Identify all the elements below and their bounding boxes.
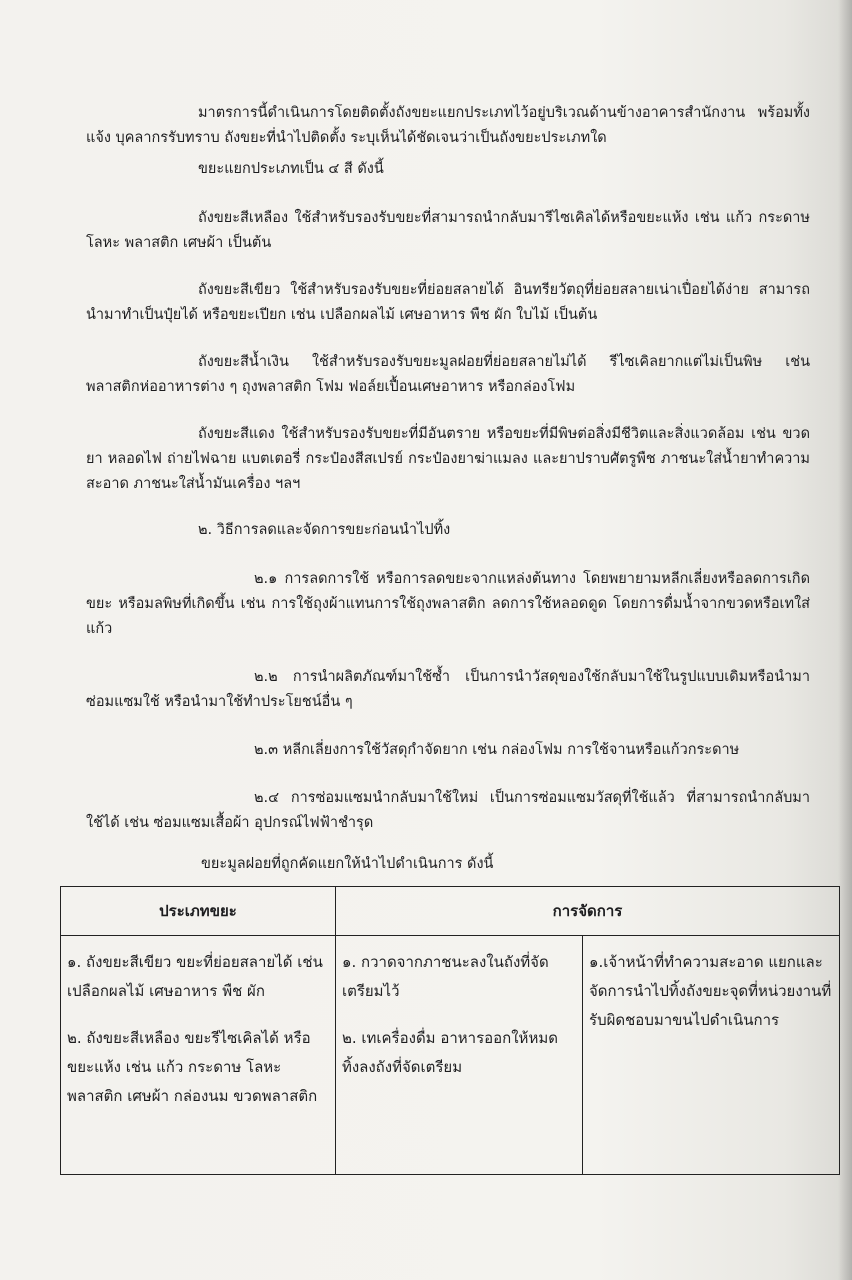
waste-type-yellow: ๒. ถังขยะสีเหลือง ขยะรีไซเคิลได้ หรือขยะแห้ง เช่น แก้ว กระดาษ โลหะ พลาสติก เศษผ้า กล่องนม ขวดพลาสติก xyxy=(67,1029,318,1105)
paragraph-2-4: ๒.๔ การซ่อมแซมนำกลับมาใช้ใหม่ เป็นการซ่อมแซมวัสดุที่ใช้แล้ว ที่สามารถนำกลับมาใช้ได้ เช่น ซ่อมแซมเสื้อผ้า อุปกรณ์ไฟฟ้าชำรุด xyxy=(86,790,810,831)
cell-management-steps xyxy=(335,936,582,1175)
paragraph-2-3: ๒.๓ หลีกเลี่ยงการใช้วัสดุกำจัดยาก เช่น กล่องโฟม การใช้จานหรือแก้วกระดาษ xyxy=(254,742,740,758)
waste-management-table xyxy=(60,886,840,1175)
manage-step-2: ๒. เทเครื่องดื่ม อาหารออกให้หมด ทิ้งลงถังที่จัดเตรียม xyxy=(341,1029,558,1076)
paragraph-four-colors: ขยะแยกประเภทเป็น ๔ สี ดังนี้ xyxy=(198,161,384,177)
header-management: การจัดการ xyxy=(335,887,839,936)
header-waste-type: ประเภทขยะ xyxy=(61,887,336,936)
paragraph-green-bin: ถังขยะสีเขียว ใช้สำหรับรองรับขยะที่ย่อยสลายได้ อินทรียวัตถุที่ย่อยสลายเน่าเปื่อยได้ง่าย สามารถนำมาทำเป็นปุ๋ยได้ หรือขยะเปียก เช่น เปลือกผลไม้ เศษอาหาร พืช ผัก ใบไม้ เป็นต้น xyxy=(86,282,810,323)
paragraph-2-2: ๒.๒ การนำผลิตภัณฑ์มาใช้ซ้ำ เป็นการนำวัสดุของใช้กลับมาใช้ในรูปแบบเดิมหรือนำมาซ่อมแซมใช้ หรือนำมาใช้ทำประโยชน์อื่น ๆ xyxy=(86,669,810,710)
page-edge-shadow xyxy=(838,0,852,1280)
table-row xyxy=(61,936,840,1175)
manage-step-1: ๑. กวาดจากภาชนะลงในถังที่จัดเตรียมไว้ xyxy=(341,953,549,1000)
cell-staff-action xyxy=(583,936,840,1175)
paragraph-2-1: ๒.๑ การลดการใช้ หรือการลดขยะจากแหล่งต้นทาง โดยพยายามหลีกเลี่ยงหรือลดการเกิดขยะ หรือมลพิษที่เกิดขึ้น เช่น การใช้ถุงผ้าแทนการใช้ถุงพลาสติก ลดการใช้หลอดดูด โดยการดื่มน้ำจากขวดหรือเทใส่แก้ว xyxy=(86,571,810,637)
paragraph-red-bin: ถังขยะสีแดง ใช้สำหรับรองรับขยะที่มีอันตราย หรือขยะที่มีพิษต่อสิ่งมีชีวิตและสิ่งแวดล้อม เช่น ขวดยา หลอดไฟ ถ่ายไฟฉาย แบตเตอรี่ กระป๋องสีสเปรย์ กระป๋องยาฆ่าแมลง และยาปราบศัตรูพืช ภาชนะใส่น้ำยาทำความสะอาด ภาชนะใส่น้ำมันเครื่อง ฯลฯ xyxy=(86,426,810,492)
table-caption: ขยะมูลฝอยที่ถูกคัดแยกให้นำไปดำเนินการ ดังนี้ xyxy=(201,856,494,872)
paragraph-intro: มาตรการนี้ดำเนินการโดยติดตั้งถังขยะแยกประเภทไว้อยู่บริเวณด้านข้างอาคารสำนักงาน พร้อมทั้งแจ้ง บุคลากรรับทราบ ถังขยะที่นำไปติดตั้ง ระบุเห็นได้ชัดเจนว่าเป็นถังขยะประเภทใด xyxy=(86,105,810,146)
paragraph-yellow-bin: ถังขยะสีเหลือง ใช้สำหรับรองรับขยะที่สามารถนำกลับมารีไซเคิลได้หรือขยะแห้ง เช่น แก้ว กระดาษ โลหะ พลาสติก เศษผ้า เป็นต้น xyxy=(86,210,810,251)
table-header-row xyxy=(61,887,840,936)
section-heading-2: ๒. วิธีการลดและจัดการขยะก่อนนำไปทิ้ง xyxy=(198,522,451,538)
waste-type-green: ๑. ถังขยะสีเขียว ขยะที่ย่อยสลายได้ เช่น เปลือกผลไม้ เศษอาหาร พืช ผัก xyxy=(67,953,323,1000)
cell-waste-types xyxy=(61,936,336,1175)
paragraph-blue-bin: ถังขยะสีน้ำเงิน ใช้สำหรับรองรับขยะมูลฝอยที่ย่อยสลายไม่ได้ รีไซเคิลยากแต่ไม่เป็นพิษ เช่น พลาสติกห่ออาหารต่าง ๆ ถุงพลาสติก โฟม ฟอล์ยเปื้อนเศษอาหาร หรือกล่องโฟม xyxy=(86,354,810,395)
staff-action: ๑.เจ้าหน้าที่ทำความสะอาด แยกและจัดการนำไปทิ้งถังขยะจุดที่หน่วยงานที่รับผิดชอบมาขนไปดำเนินการ xyxy=(589,953,832,1029)
